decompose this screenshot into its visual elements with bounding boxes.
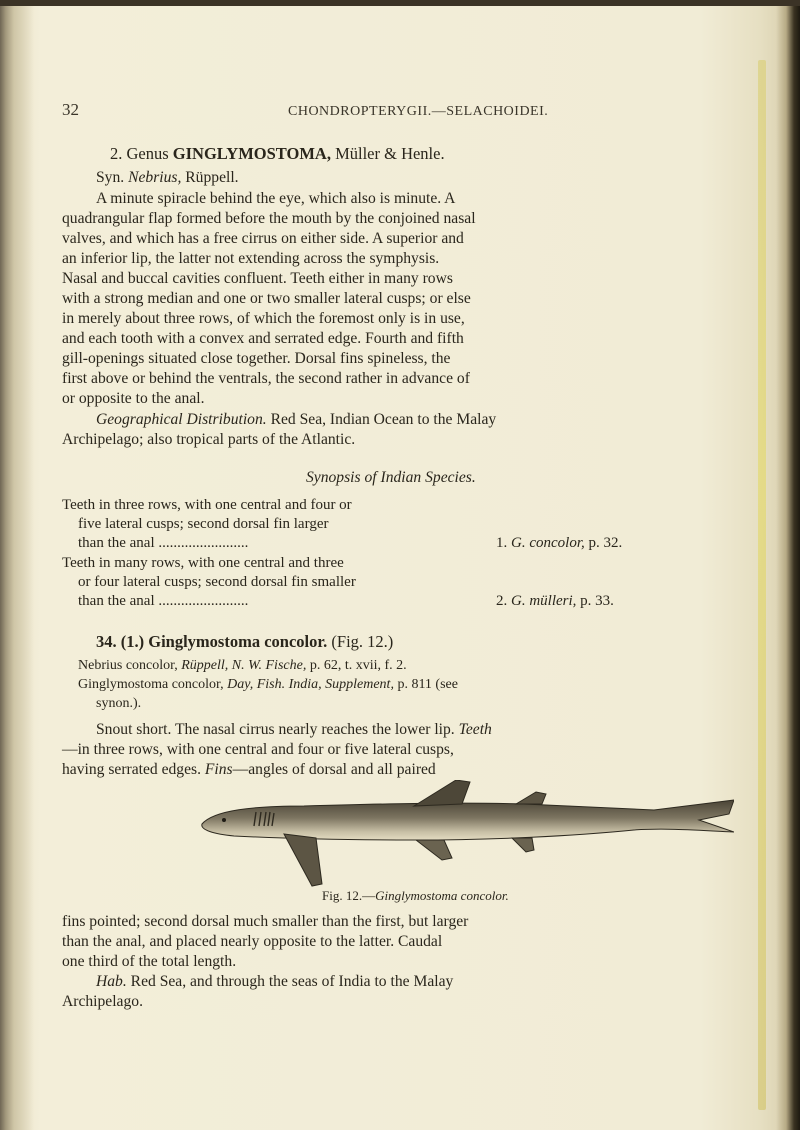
shark-first-dorsal-fin <box>414 780 470 806</box>
synopsis-line: than the anal ........................ <box>78 535 249 551</box>
desc-line: an inferior lip, the latter not extending across the symphysis. <box>62 250 440 267</box>
synopsis-line: Teeth in many rows, with one central and three <box>62 555 344 571</box>
ref-number: 1. <box>496 535 508 551</box>
species-synonym-cont: synon.). <box>96 696 142 711</box>
syn-label: Syn. <box>96 169 125 186</box>
species-synonym-1 <box>78 656 407 675</box>
desc-text: —angles of dorsal and all paired <box>232 761 436 778</box>
syn-name: Ginglymostoma concolor, <box>78 677 224 692</box>
syn-source: Day, Fish. India, Supplement, <box>227 677 394 692</box>
page-edge-shadow <box>776 0 800 1130</box>
geo-text: Red Sea, Indian Ocean to the Malay <box>270 411 497 428</box>
running-title: CHONDROPTERYGII.—SELACHOIDEI. <box>288 104 549 119</box>
shark-illustration <box>194 780 734 888</box>
species-heading <box>96 632 393 651</box>
shark-body <box>202 800 734 840</box>
species-desc-line <box>96 720 492 739</box>
ref-page: p. 32. <box>588 535 623 551</box>
page-number: 32 <box>62 100 79 119</box>
top-border <box>0 0 800 6</box>
species-desc-line: one third of the total length. <box>62 953 237 970</box>
desc-line: or opposite to the anal. <box>62 390 205 407</box>
shark-pectoral-fin <box>284 834 322 886</box>
desc-line: first above or behind the ventrals, the second rather in advance of <box>62 370 470 387</box>
synopsis-ref-1 <box>496 534 622 553</box>
desc-line: quadrangular flap formed before the mouth by the conjoined nasal <box>62 210 476 227</box>
genus-synonym <box>96 168 239 187</box>
synopsis-line: or four lateral cusps; second dorsal fin smaller <box>78 574 356 590</box>
geo-distribution <box>96 410 496 429</box>
desc-line: in merely about three rows, of which the foremost only is in use, <box>62 310 465 327</box>
syn-name: Nebrius concolor, <box>78 658 178 673</box>
geo-label: Geographical Distribution. <box>96 411 267 428</box>
desc-line: Nasal and buccal cavities confluent. Teeth either in many rows <box>62 270 453 287</box>
species-desc-line <box>62 760 436 779</box>
synopsis-line: than the anal ........................ <box>78 593 249 609</box>
shark-eye <box>222 818 226 822</box>
desc-text: having serrated edges. <box>62 761 201 778</box>
species-desc-line: —in three rows, with one central and four or five lateral cusps, <box>62 741 454 758</box>
syn-source: Rüppell, N. W. Fische, <box>181 658 307 673</box>
desc-keyword: Fins <box>204 761 233 778</box>
caption-label: Fig. 12.— <box>322 888 376 903</box>
species-fig-ref: (Fig. 12.) <box>331 632 394 651</box>
species-synonym-2 <box>78 675 458 694</box>
species-name: 34. (1.) Ginglymostoma concolor. <box>96 632 328 651</box>
desc-keyword: Teeth <box>458 721 492 738</box>
figure-caption <box>322 886 509 905</box>
ref-species: G. mülleri, <box>511 593 577 609</box>
species-desc-line: than the anal, and placed nearly opposite to the latter. Caudal <box>62 933 443 950</box>
genus-number: 2. Genus <box>110 144 169 163</box>
habitat-text: Red Sea, and through the seas of India to the Malay <box>130 973 454 990</box>
geo-line: Archipelago; also tropical parts of the Atlantic. <box>62 431 356 448</box>
desc-line: gill-openings situated close together. Dorsal fins spineless, the <box>62 350 451 367</box>
genus-name: GINGLYMOSTOMA, <box>172 144 331 163</box>
binding-shadow <box>0 0 34 1130</box>
desc-line: valves, and which has a free cirrus on either side. A superior and <box>62 230 464 247</box>
caption-species: Ginglymostoma concolor. <box>375 888 509 903</box>
syn-ref: p. 62, t. xvii, f. 2. <box>309 658 407 673</box>
synopsis-title: Synopsis of Indian Species. <box>306 469 476 486</box>
shark-second-dorsal-fin <box>516 792 546 804</box>
syn-author: Rüppell. <box>185 169 239 186</box>
desc-text: Snout short. The nasal cirrus nearly reaches the lower lip. <box>96 721 455 738</box>
ref-page: p. 33. <box>580 593 614 609</box>
genus-heading <box>110 144 445 163</box>
habitat-line <box>96 972 453 991</box>
species-desc-line: fins pointed; second dorsal much smaller than the first, but larger <box>62 913 469 930</box>
desc-line: and each tooth with a convex and serrated edge. Fourth and fifth <box>62 330 464 347</box>
ref-species: G. concolor, <box>511 535 585 551</box>
shark-ventral-fin <box>416 840 452 860</box>
syn-ref: p. 811 (see <box>397 677 458 692</box>
genus-authority: Müller & Henle. <box>335 144 445 163</box>
desc-line: with a strong median and one or two smaller lateral cusps; or else <box>62 290 471 307</box>
synopsis-line: five lateral cusps; second dorsal fin larger <box>78 516 329 532</box>
ref-number: 2. <box>496 593 508 609</box>
shark-anal-fin <box>512 838 534 852</box>
synopsis-line: Teeth in three rows, with one central and four or <box>62 497 352 513</box>
desc-line: A minute spiracle behind the eye, which also is minute. A <box>96 190 456 207</box>
habitat-line: Archipelago. <box>62 993 143 1010</box>
habitat-label: Hab. <box>96 973 127 990</box>
edge-highlight-strip <box>758 60 766 1110</box>
syn-name: Nebrius, <box>128 169 182 186</box>
synopsis-ref-2 <box>496 592 614 611</box>
